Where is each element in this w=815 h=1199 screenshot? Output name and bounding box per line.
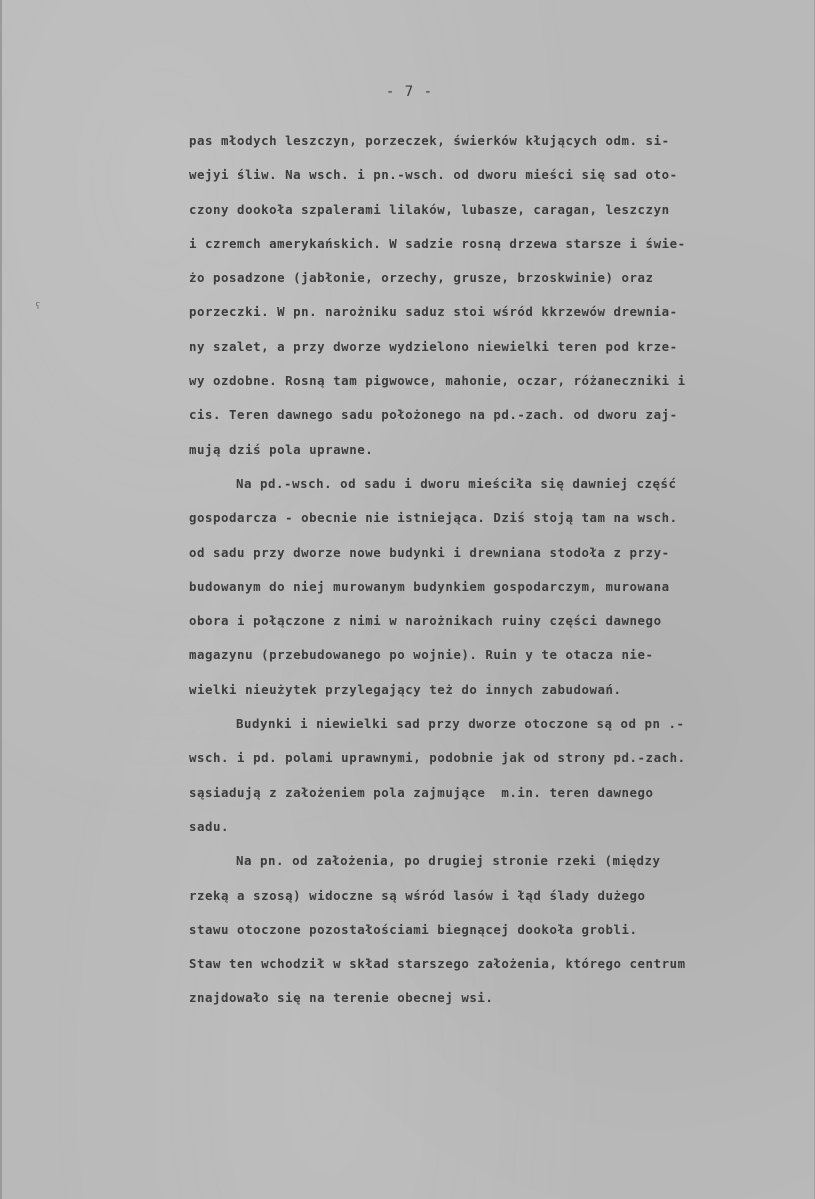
text-line: czony dookoła szpalerami lilaków, lubasze, caragan, leszczyn: [189, 201, 670, 217]
margin-mark: ʕ: [35, 302, 41, 312]
text-line: wielki nieużytek przylegający też do innych zabudowań.: [189, 681, 622, 697]
text-line: wsch. i pd. polami uprawnymi, podobnie jak od strony pd.-zach.: [189, 750, 686, 766]
text-line: żo posadzone (jabłonie, orzechy, grusze, brzoskwinie) oraz: [189, 270, 654, 286]
text-line: sadu.: [189, 818, 230, 834]
text-line: i czremch amerykańskich. W sadzie rosną drzewa starsze i świe-: [189, 235, 686, 251]
text-line: budowanym do niej murowanym budynkiem gospodarczym, murowana: [189, 578, 670, 594]
text-line: ny szalet, a przy dworze wydzielono niewielki teren pod krze-: [189, 338, 678, 354]
text-line: wy ozdobne. Rosną tam pigwowce, mahonie, oczar, różaneczniki i: [189, 373, 686, 389]
text-line: mują dziś pola uprawne.: [189, 441, 374, 457]
text-line: sąsiadują z założeniem pola zajmujące m.in. teren dawnego: [189, 784, 654, 800]
page-number: - 7 -: [385, 84, 434, 100]
text-line: Budynki i niewielki sad przy dworze otoczone są od pn .-: [236, 716, 685, 732]
text-line: gospodarcza - obecnie nie istniejąca. Dziś stoją tam na wsch.: [189, 510, 678, 526]
text-line: od sadu przy dworze nowe budynki i drewniana stodoła z przy-: [189, 544, 670, 560]
text-line: znajdowało się na terenie obecnej wsi.: [189, 990, 494, 1006]
text-line: cis. Teren dawnego sadu położonego na pd.-zach. od dworu zaj-: [189, 407, 678, 423]
text-line: Na pd.-wsch. od sadu i dworu mieściła się dawniej część: [236, 475, 677, 491]
text-line: Na pn. od założenia, po drugiej stronie rzeki (między: [236, 853, 661, 869]
body-text: [189, 124, 811, 1016]
text-line: magazynu (przebudowanego po wojnie). Ruin y te otacza nie-: [189, 647, 654, 663]
text-line: wejyi śliw. Na wsch. i pn.-wsch. od dworu mieści się sad oto-: [189, 167, 678, 183]
text-line: rzeką a szosą) widoczne są wśród lasów i łąd ślady dużego: [189, 887, 646, 903]
text-line: pas młodych leszczyn, porzeczek, świerków kłujących odm. si-: [189, 133, 670, 148]
text-line: obora i połączone z nimi w narożnikach ruiny części dawnego: [189, 613, 662, 629]
text-line: stawu otoczone pozostałościami biegnącej dookoła grobli.: [189, 921, 638, 937]
text-line: porzeczki. W pn. narożniku saduz stoi wśród kkrzewów drewnia-: [189, 304, 678, 320]
text-line: Staw ten wchodził w skład starszego założenia, którego centrum: [189, 956, 686, 972]
